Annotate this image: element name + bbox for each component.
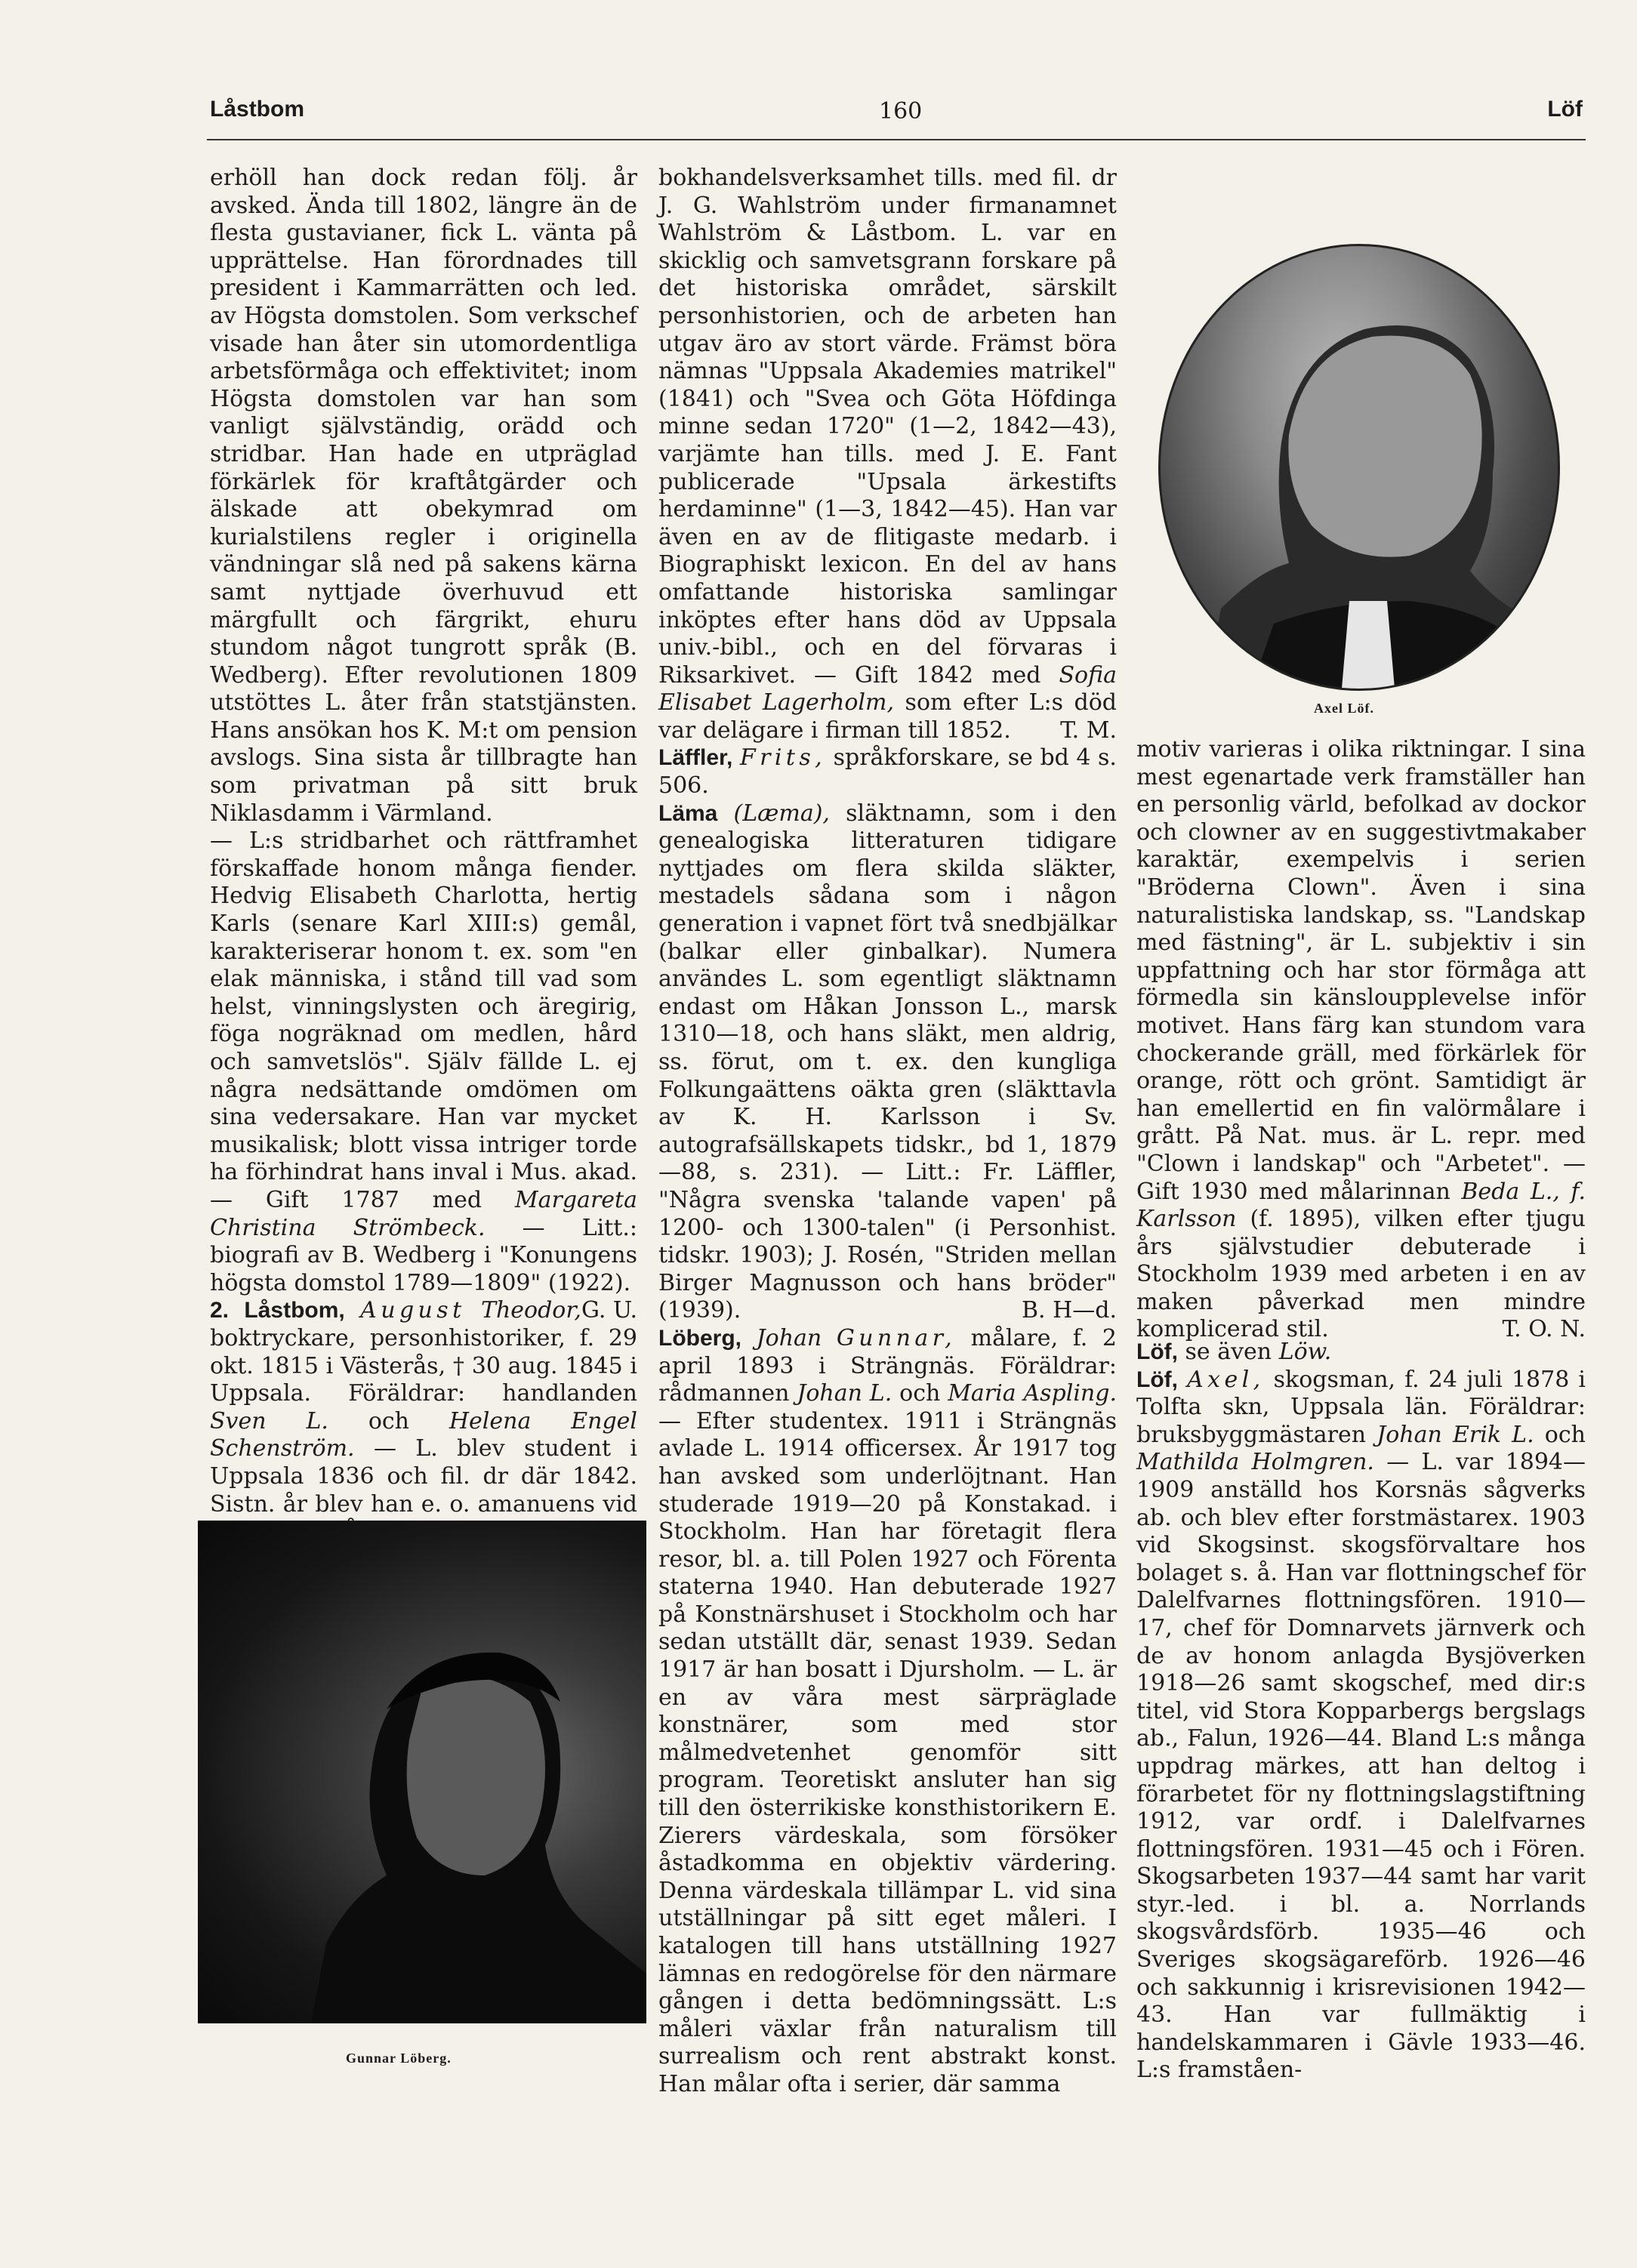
column-right-bottom [1136,1339,1586,2085]
entry-text: motiv varieras i olika riktningar. I sina mest egenartade verk framställer han en personlig värld, befolkad av dockor och clowner av en suggestivtmakaber karaktär, exempelvis i serien "Bröderna Clown". Även i sina naturalistiska landskap, ss. "Landskap med fästning", är L. subjektiv i sin uppfattning och har stor förmåga att förmedla sin känsloupplevelse inför motivet. Hans färg kan stundom vara chockerande gräll, med förkärlek för orange, rött och grönt. Samtidigt är han emellertid en fin valörmålare i grått. På Nat. mus. är L. repr. med "Clown i landskap" och "Arbetet". — Gift 1930 med målarinnan [1136,736,1586,1205]
father-name: Sven L. [210,1407,328,1434]
header-rule [207,139,1586,140]
portrait-axel-lof [1158,244,1560,691]
photo-caption-loberg: Gunnar Löberg. [346,2051,452,2066]
spouse-name: Margareta Christina Strömbeck. [210,1186,637,1241]
photo-caption-lof: Axel Löf. [1314,701,1374,716]
given-name: August [360,1297,466,1324]
entry-text: — L:s stridbarhet och rättframhet förskaffade honom många fiender. Hedvig Elisabeth Charlotta, hertig Karls (senare Karl XIII:s) gemål, karakteriserar honom t. ex. som "en elak människa, i stånd till vad som helst, vinningslysten och äregirig, föga nogräknad om medlen, hård och samvetslös". Själv fällde L. ej några nedsättande omdömen om sina vedersakare. Han var mycket musikalisk; blott vissa intriger torde ha förhindrat hans inval i Mus. akad. — Gift 1787 med [210,827,637,1213]
entry-text: språkforskare, se bd 4 s. 506. [658,744,1117,800]
mother-name: Helena Engel Schenström. [210,1407,638,1462]
entry-text: erhöll han dock redan följ. år avsked. Ända till 1802, längre än de flesta gustavianer, fick L. vänta på upprättelse. Han förordnades till president i Kammarrätten och led. av Högsta domstolen. Som verkschef visade han åter sin utomordentliga arbetsförmåga och effektivitet; inom Högsta domstolen var han som vanligt självständig, orädd och stridbar. Han hade en utpräglad förkärlek för kraftåtgärder och älskade att obekymrad om kurialstilens regler i originella vändningar slå ned på sakens kärna samt nyttjade överhuvud ett märgfullt och färgrikt, ehuru stundom något tungrott språk (B. Wedberg). Efter revolutionen 1809 utstöttes L. åter från statstjänsten. Hans ansökan hos K. M:t om pension avslogs. Sina sista år tillbragte han som privatman på sitt bruk Niklasdamm i Värmland. [210,165,637,827]
paragraph [1136,736,1586,1344]
given-name: Axel, [1187,1366,1265,1393]
entry-lemma: Läffler, [658,745,733,771]
given-name: Frits, [739,744,827,772]
entry-lemma: Läma [658,800,718,826]
running-header [0,97,1637,139]
portrait-silhouette [1161,246,1558,689]
entry-text: släktnamn, som i den genealogiska litteraturen tidigare nyttjades om flera skilda släkter, mestadels sådana som i någon generation i vapnet fört två snedbjälkar (balkar eller ginbalkar). Numera användes L. som egentligt släktnamn endast om Håkan Jonsson L., marsk 1310—18, och hans släkt, men aldrig, ss. förut, om t. ex. den kungliga Folkungaättens oäkta gren (släkttavla av K. H. Karlsson i Sv. autografsällskapets tidskr., bd 1, 1879—88, s. 231). — Litt.: Fr. Läffler, "Några svenska 'talande vapen' på 1200- och 1300-talen" (i Personhist. tidskr. 1903); J. Rosén, "Striden mellan Birger Magnusson och hans bröder" (1939). [658,800,1117,1324]
entry-text: bokhandelsverksamhet tills. med fil. dr J. G. Wahlström under firmanamnet Wahlström & Låstbom. L. var en skicklig och samvetsgrann forskare på det historiska området, särskilt personhistorien, och de arbeten han utgav äro av stort värde. Främst böra nämnas "Uppsala Akademies matrikel" (1841) och "Svea och Göta Höfdinga minne sedan 1720" (1—2, 1842—43), varjämte han tills. med J. E. Fant publicerade "Upsala ärkestifts herdaminne" (1—3, 1842—45). Han var även en av de flitigaste medarb. i Biographiskt lexicon. En del av hans omfattande historiska samlingar inköptes efter hans död av Uppsala univ.-bibl., och en del förvaras i Riksarkivet. — Gift 1842 med [658,165,1117,689]
entry-text: — Efter studentex. 1911 i Strängnäs avlade L. 1914 officersex. År 1917 tog han avsked som underlöjtnant. Han studerade 1919—20 på Konstakad. i Stockholm. Han har företagit flera resor, bl. a. till Polen 1927 och Förenta staterna 1940. Han debuterade 1927 på Konstnärshuset i Stockholm och har sedan utställt där, senast 1939. Sedan 1917 är han bosatt i Djursholm. — L. är en av våra mest särpräglade konstnärer, som med stor målmedvetenhet genomför sitt program. Teoretiskt ansluter han sig till den österrikiske konsthistorikern E. Zierers värdeskala, som försöker åstadkomma en objektiv värdering. Denna värdeskala tillämpar L. vid sina utställningar på sitt eget måleri. I katalogen till hans utställning 1927 lämnas en redogörelse för den närmare gången i detta bedömningssätt. L:s måleri växlar från naturalism till surrealism och rent abstrakt konst. Han målar ofta i serier, där samma [658,1407,1117,2097]
entry-text: se även [1185,1339,1272,1365]
author-signature: T. O. N. [1502,1316,1586,1343]
entry-lof-axel [1136,1367,1586,2085]
entry-lof-reference [1136,1339,1586,1367]
column-right-top [1136,736,1586,1344]
entry-text: målare, f. 2 april 1893 i Strängnäs. Föräldrar: rådmannen [658,1324,1117,1407]
given-name: Gunnar, [836,1324,957,1351]
entry-text: och [368,1407,409,1434]
entry-text: — L. blev student i Uppsala 1836 och fil. dr där 1842. Sistn. år blev han e. o. amanuens vid [210,1435,637,1518]
entry-text: — Litt.: biografi av B. Wedberg i "Konungens högsta domstol 1789—1809" (1922). [210,1214,637,1296]
entry-text: boktryckare, personhistoriker, f. 29 okt. 1815 i Västerås, † 30 aug. 1845 i Uppsala. Föräldrar: handlanden [210,1324,637,1407]
portrait-gunnar-loberg [198,1521,646,2023]
cross-reference: Löw. [1278,1339,1332,1365]
given-name: Johan [756,1324,822,1351]
author-signature: B. H—d. [1021,1297,1117,1324]
given-name: Theodor, [480,1297,581,1324]
entry-laffler [658,744,1117,800]
father-name: Johan Erik L. [1376,1421,1534,1448]
entry-number: 2. [210,1298,230,1324]
name-variant: (Læma), [733,800,830,827]
entry-text: skogsman, f. 24 juli 1878 i Tolfta skn, Uppsala län. Föräldrar: bruksbyggmästaren [1136,1366,1586,1448]
entry-lemma: Låstbom, [244,1298,345,1324]
mother-name: Mathilda Holmgren. [1136,1449,1374,1476]
author-signature: G. U. [581,1297,637,1324]
entry-text: och [1544,1421,1586,1448]
entry-text: och [899,1380,941,1407]
entry-lemma: Löberg, [658,1325,741,1351]
paragraph [210,165,637,827]
portrait-silhouette [198,1521,646,2023]
header-left-word: Låstbom [210,97,305,122]
page-number: 160 [879,98,923,125]
spouse-name: Sofia Elisabet Lagerholm, [658,661,1117,716]
entry-text: (f. 1895), vilken efter tjugu års självstudier debuterade i Stockholm 1939 med arbeten i en av maken påverkad men mindre komplicerad stil. [1136,1206,1586,1343]
spouse-name: Beda L., f. Karlsson [1136,1178,1586,1233]
column-left [210,165,637,1601]
column-middle [658,165,1117,2099]
paragraph [658,165,1117,744]
entry-text: som efter L:s död var delägare i firman till 1852. [658,689,1117,744]
author-signature: T. M. [1060,716,1117,744]
header-right-word: Löf [1547,97,1583,122]
entry-text: — L. var 1894—1909 anställd hos Korsnäs sågverks ab. och blev efter forstmästarex. 1903 vid Skogsinst. skogsförvaltare hos bolaget s. å. Han var flottningschef för Dalelfvarnes flottningsfören. 1910—17, chef för Domnarvets järnverk och de av honom anlagda Bysjöverken 1918—26 samt skogschef, med dir:s titel, vid Stora Kopparbergs bergslags ab., Falun, 1926—44. Bland L:s många uppdrag märkes, att han deltog i förarbetet för ny flottningslagstiftning 1912, var ordf. i Dalelfvarnes flottningsfören. 1931—45 och i Fören. Skogsarbeten 1937—44 samt har varit styr.-led. i bl. a. Norrlands skogsvårdsförb. 1935—46 och Sveriges skogsägareförb. 1926—46 och sakkunnig i krisrevisionen 1942—43. Han var fullmäktig i handelskammaren i Gävle 1933—46. L:s framståen- [1136,1449,1586,2084]
father-name: Johan L. [797,1380,892,1407]
entry-lama [658,800,1117,1325]
mother-name: Maria Aspling. [948,1380,1117,1407]
entry-lemma: Löf, [1136,1367,1178,1392]
entry-loberg [658,1325,1117,2099]
entry-lemma: Löf, [1136,1339,1178,1364]
